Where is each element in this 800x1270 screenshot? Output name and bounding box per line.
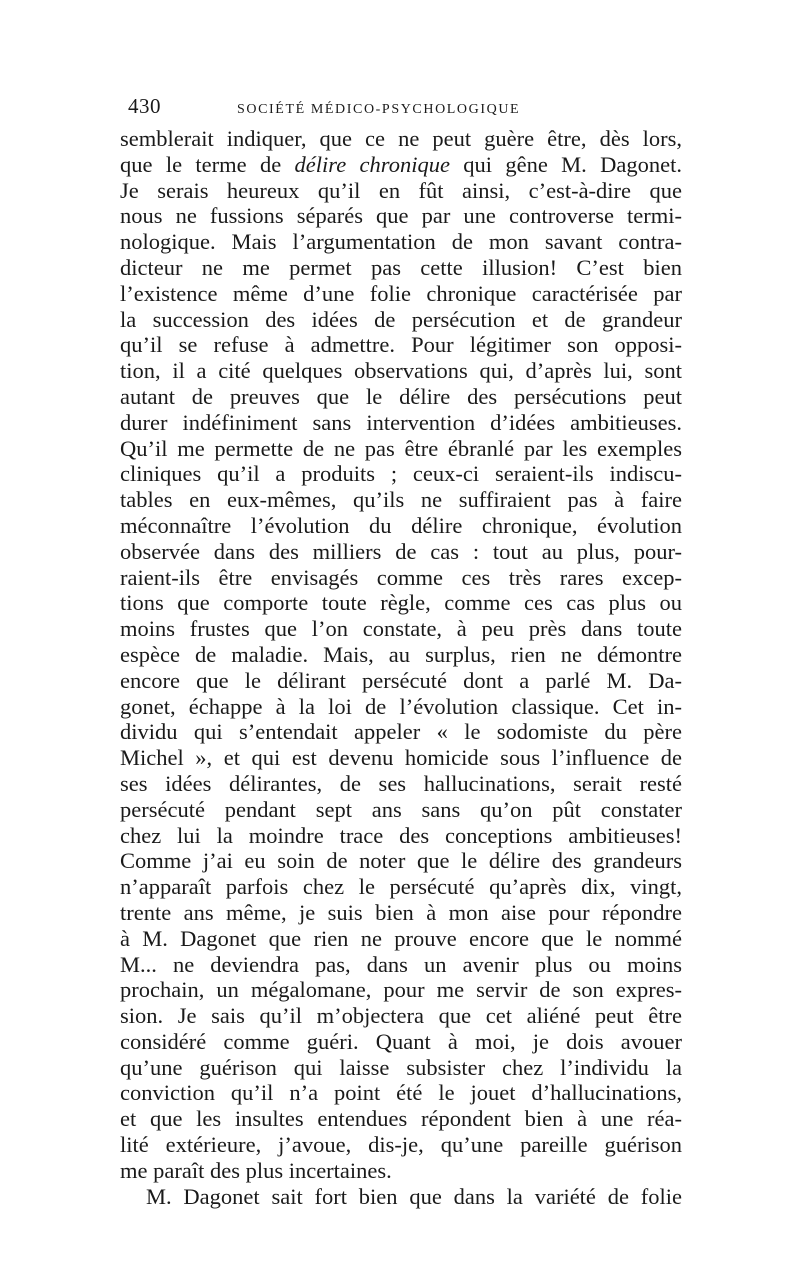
text-line xyxy=(120,126,682,152)
text-segment: tions que comporte toute règle, comme ces cas plus ou xyxy=(120,590,682,616)
text-segment: méconnaître l’évolution du délire chronique, évolution xyxy=(120,512,682,538)
text-segment: trente ans même, je suis bien à mon aise pour répondre xyxy=(120,899,682,925)
text-segment: nologique. Mais l’argumentation de mon savant contra- xyxy=(120,229,682,255)
text-line xyxy=(120,952,682,978)
text-segment: tion, il a cité quelques observations qui, d’après lui, sont xyxy=(120,358,682,384)
text-line xyxy=(120,823,682,849)
text-segment: qu’une guérison qui laisse subsister chez l’individu la xyxy=(120,1054,682,1080)
text-segment: qui gêne M. Dagonet. xyxy=(449,151,682,177)
text-line xyxy=(120,513,682,539)
text-line xyxy=(120,848,682,874)
text-segment: dividu qui s’entendait appeler « le sodomiste du père xyxy=(120,719,682,745)
text-segment: prochain, un mégalomane, pour me servir de son expres- xyxy=(120,977,682,1003)
text-segment: ses idées délirantes, de ses hallucinations, serait resté xyxy=(120,770,682,796)
text-segment: qu’il se refuse à admettre. Pour légitimer son opposi- xyxy=(120,332,682,358)
text-line xyxy=(120,307,682,333)
text-line xyxy=(120,152,682,178)
text-line xyxy=(120,1029,682,1055)
text-line xyxy=(120,565,682,591)
body-text xyxy=(120,126,682,1209)
text-segment: sion. Je sais qu’il m’objectera que cet aliéné peut être xyxy=(120,1003,682,1029)
text-segment: gonet, échappe à la loi de l’évolution classique. Cet in- xyxy=(120,693,682,719)
text-segment: la succession des idées de persécution et de grandeur xyxy=(120,306,682,332)
text-line xyxy=(120,203,682,229)
text-segment: autant de preuves que le délire des persécutions peut xyxy=(120,383,682,409)
text-segment: Comme j’ai eu soin de noter que le délire des grandeurs xyxy=(120,848,682,874)
text-line xyxy=(120,668,682,694)
text-line xyxy=(120,874,682,900)
text-line xyxy=(120,590,682,616)
text-segment: persécuté pendant sept ans sans qu’on pût constater xyxy=(120,796,682,822)
text-segment: M... ne deviendra pas, dans un avenir plus ou moins xyxy=(120,951,682,977)
text-segment: observée dans des milliers de cas : tout au plus, pour- xyxy=(120,538,682,564)
text-segment: moins frustes que l’on constate, à peu près dans toute xyxy=(120,616,682,642)
text-line xyxy=(120,1132,682,1158)
text-line xyxy=(120,487,682,513)
text-segment: encore que le délirant persécuté dont a parlé M. Da- xyxy=(120,667,682,693)
text-line xyxy=(120,539,682,565)
text-segment: tables en eux-mêmes, qu’ils ne suffiraient pas à faire xyxy=(120,487,682,513)
text-line xyxy=(120,694,682,720)
text-line xyxy=(120,229,682,255)
text-segment: lité extérieure, j’avoue, dis-je, qu’une pareille guérison xyxy=(120,1132,682,1158)
text-segment: à M. Dagonet que rien ne prouve encore que le nommé xyxy=(120,925,682,951)
text-segment: espèce de maladie. Mais, au surplus, rien ne démontre xyxy=(120,641,682,667)
text-line xyxy=(120,461,682,487)
text-line xyxy=(120,1055,682,1081)
running-title: SOCIÉTÉ MÉDICO-PSYCHOLOGIQUE xyxy=(237,102,521,117)
text-line xyxy=(120,1184,682,1210)
text-line xyxy=(120,384,682,410)
text-line xyxy=(120,926,682,952)
text-line xyxy=(120,436,682,462)
text-segment: conviction qu’il n’a point été le jouet d’hallucinations, xyxy=(120,1080,682,1106)
text-line xyxy=(120,1080,682,1106)
text-segment: et que les insultes entendues répondent bien à une réa- xyxy=(120,1106,682,1132)
text-segment: chez lui la moindre trace des conceptions ambitieuses! xyxy=(120,822,682,848)
text-line xyxy=(120,797,682,823)
text-segment: M. Dagonet sait fort bien que dans la variété de folie xyxy=(146,1183,682,1209)
text-segment: raient-ils être envisagés comme ces très rares excep- xyxy=(120,564,682,590)
text-line xyxy=(120,616,682,642)
text-line xyxy=(120,1106,682,1132)
text-segment: Qu’il me permette de ne pas être ébranlé par les exemples xyxy=(120,435,682,461)
text-line xyxy=(120,358,682,384)
text-line xyxy=(120,410,682,436)
text-segment: durer indéfiniment sans intervention d’idées ambitieuses. xyxy=(120,409,682,435)
text-segment: Michel », et qui est devenu homicide sous l’influence de xyxy=(120,745,682,771)
text-segment: dicteur ne me permet pas cette illusion! C’est bien xyxy=(120,254,682,280)
text-line xyxy=(120,900,682,926)
text-line xyxy=(120,281,682,307)
running-head xyxy=(128,94,680,118)
text-line xyxy=(120,1003,682,1029)
text-segment: cliniques qu’il a produits ; ceux-ci seraient-ils indiscu- xyxy=(120,461,682,487)
text-line xyxy=(120,255,682,281)
italic-phrase: délire chronique xyxy=(294,151,450,177)
text-line xyxy=(120,332,682,358)
text-line xyxy=(120,771,682,797)
text-segment: semblerait indiquer, que ce ne peut guère être, dès lors, xyxy=(120,126,682,151)
text-line xyxy=(120,642,682,668)
page-number: 430 xyxy=(128,94,161,118)
text-segment: n’apparaît parfois chez le persécuté qu’après dix, vingt, xyxy=(120,874,682,900)
text-segment: me paraît des plus incertaines. xyxy=(120,1157,392,1183)
text-line xyxy=(120,977,682,1003)
text-line xyxy=(120,745,682,771)
text-segment: que le terme de xyxy=(120,151,295,177)
text-segment: l’existence même d’une folie chronique caractérisée par xyxy=(120,280,682,306)
text-line xyxy=(120,1158,682,1184)
text-segment: considéré comme guéri. Quant à moi, je dois avouer xyxy=(120,1028,682,1054)
text-line xyxy=(120,719,682,745)
text-segment: Je serais heureux qu’il en fût ainsi, c’est-à-dire que xyxy=(120,177,682,203)
text-segment: nous ne fussions séparés que par une controverse termi- xyxy=(120,203,682,229)
text-line xyxy=(120,178,682,204)
